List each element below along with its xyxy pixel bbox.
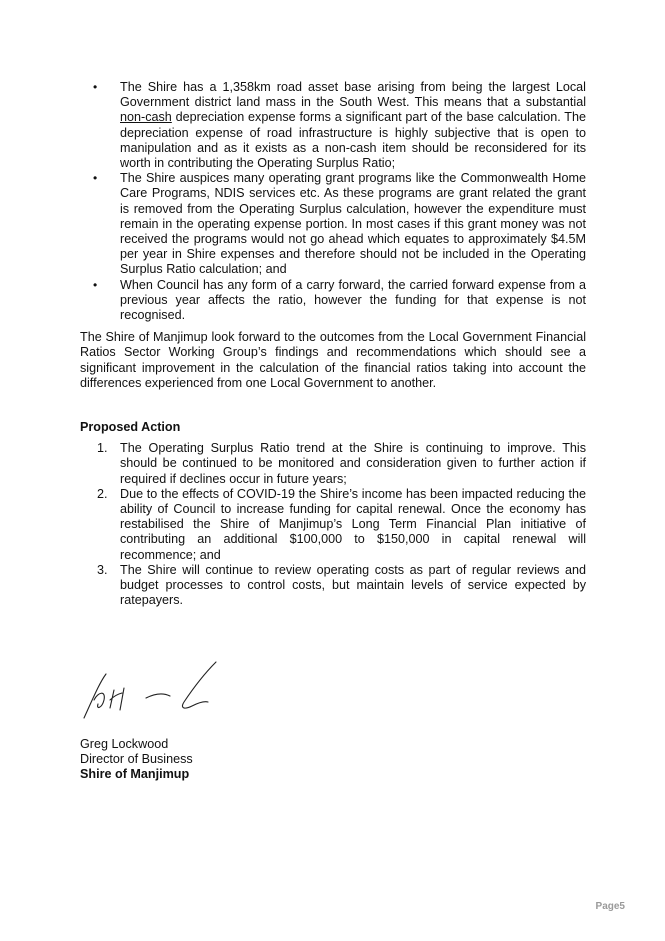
signatory-organisation: Shire of Manjimup xyxy=(80,767,190,782)
signatory-name: Greg Lockwood xyxy=(80,737,169,751)
action-text: Due to the effects of COVID-19 the Shire’s income has been impacted reducing the ability of Council to increase funding for capital renewal. Once the economy has restabilised the Shire of Manjimup’s Long Term Financial Plan initiative of contributing an additional $100,000 to $150,000 in capital renewal will recommence; and xyxy=(120,486,586,562)
bullet-glyph: • xyxy=(93,171,98,186)
action-item xyxy=(97,441,586,487)
bullet-glyph: • xyxy=(93,80,98,94)
action-number: 1. xyxy=(97,441,108,456)
action-number: 2. xyxy=(97,486,108,501)
action-number: 3. xyxy=(97,562,108,577)
bullet-item-road-asset xyxy=(93,80,586,171)
signatory-title: Director of Business xyxy=(80,752,193,767)
action-text: The Operating Surplus Ratio trend at the Shire is continuing to improve. This should be continued to be monitored and consideration given to further action if required if declines occur in future years; xyxy=(120,441,586,486)
document-body xyxy=(80,80,586,609)
body-paragraph: The Shire of Manjimup look forward to the outcomes from the Local Government Financial Ratios Sector Working Group’s findings and recommendations which should see a significant improvement in the calculation of the financial ratios taking into account the differences experienced from one Local Government to another. xyxy=(80,330,586,390)
action-text: The Shire will continue to review operating costs as part of regular reviews and budget processes to control costs, but maintain levels of service expected by ratepayers. xyxy=(120,562,586,608)
handwritten-signature xyxy=(80,660,230,726)
signature-block xyxy=(80,737,193,783)
underlined-term: non-cash xyxy=(120,110,172,125)
page-number: Page5 xyxy=(595,901,625,912)
action-list xyxy=(80,441,586,608)
action-item xyxy=(97,486,586,563)
bullet-item-grant-programs xyxy=(93,171,586,277)
bullet-item-carry-forward xyxy=(93,277,586,324)
bullet-text: The Shire auspices many operating grant programs like the Commonwealth Home Care Programs, NDIS services etc. As these programs are grant related the grant is removed from the Operating Surplus calculation, however the expenditure must remain in the operating expense portion. In most cases if this grant money was not received the programs would not go ahead which equates to approximately $4.5M per year in Shire expenses and therefore should not be included in the Operating Surplus Ratio calculation; and xyxy=(120,171,586,277)
bullet-list xyxy=(80,80,586,323)
bullet-text: When Council has any form of a carry forward, the carried forward expense from a previous year affects the ratio, however the funding for that expense is not recognised. xyxy=(120,277,586,323)
bullet-text-part: depreciation expense forms a significant part of the base calculation. The depreciation expense of road infrastructure is highly subjective that is open to manipulation and as it exists as a non-cash item should be reconsidered for its worth in contributing the Operating Surplus Ratio; xyxy=(120,110,586,171)
section-heading: Proposed Action xyxy=(80,420,181,435)
action-item xyxy=(97,562,586,609)
bullet-text-part: The Shire has a 1,358km road asset base arising from being the largest Local Government district land mass in the South West. This means that a substantial xyxy=(120,80,586,110)
bullet-glyph: • xyxy=(93,277,98,292)
